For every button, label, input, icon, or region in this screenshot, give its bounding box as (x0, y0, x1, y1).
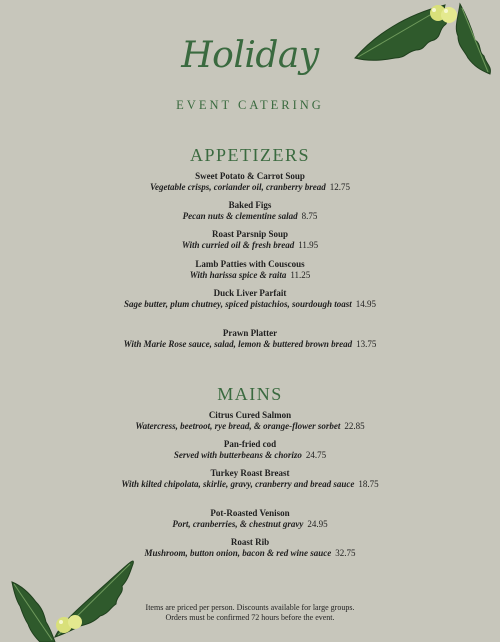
menu-item-description: Pecan nuts & clementine salad (182, 211, 298, 221)
holly-leaves-icon (0, 552, 150, 642)
menu-item (120, 537, 380, 559)
menu-item-price: 24.75 (305, 450, 327, 460)
section-heading-appetizers: APPETIZERS (189, 145, 310, 165)
menu-item (120, 508, 380, 530)
menu-item-description: Port, cranberries, & chestnut gravy (172, 519, 304, 529)
menu-item-name: Baked Figs (228, 200, 272, 210)
menu-item-name: Duck Liver Parfait (213, 288, 287, 298)
menu-item (120, 468, 380, 490)
menu-item-price: 24.95 (307, 519, 328, 529)
footer-line: Items are priced per person. Discounts available for large groups. (145, 603, 355, 612)
menu-item-price: 8.75 (301, 211, 318, 221)
menu-item-price: 11.95 (298, 240, 319, 250)
menu-item (120, 259, 380, 281)
menu-item-description: With kilted chipolata, skirlie, gravy, cranberry and bread sauce (121, 479, 355, 489)
menu-item (120, 229, 380, 251)
menu-item (120, 171, 380, 193)
menu-item (120, 200, 380, 222)
menu-item-name: Lamb Patties with Couscous (195, 259, 305, 269)
menu-item-price: 13.75 (356, 339, 377, 349)
menu-item-description: With Marie Rose sauce, salad, lemon & buttered brown bread (123, 339, 353, 349)
menu-item-name: Sweet Potato & Carrot Soup (195, 171, 305, 181)
menu-item-price: 14.95 (355, 299, 376, 309)
menu-item-description: Served with butterbeans & chorizo (173, 450, 302, 460)
menu-item-name: Pan-fried cod (223, 439, 277, 449)
footer-line: Orders must be confirmed 72 hours before the event. (165, 613, 335, 622)
section-heading-mains: MAINS (217, 384, 283, 404)
menu-item-name: Roast Rib (230, 537, 270, 547)
menu-item-price: 18.75 (358, 479, 379, 489)
menu-item (120, 328, 380, 350)
menu-item-name: Prawn Platter (222, 328, 278, 338)
menu-item-description: Watercress, beetroot, rye bread, & orange-flower sorbet (135, 421, 341, 431)
menu-item-price: 32.75 (335, 548, 356, 558)
menu-item (120, 410, 380, 432)
menu-item-price: 12.75 (329, 182, 350, 192)
menu-item-description: Sage butter, plum chutney, spiced pistachios, sourdough toast (124, 299, 352, 309)
menu-item-description: With curried oil & fresh bread (181, 240, 295, 250)
menu-item-description: With harissa spice & raita (189, 270, 287, 280)
menu-item-name: Turkey Roast Breast (210, 468, 290, 478)
menu-item-price: 22.85 (344, 421, 365, 431)
menu-item-name: Pot-Roasted Venison (210, 508, 290, 518)
menu-item-description: Vegetable crisps, coriander oil, cranberry bread (150, 182, 326, 192)
page-subtitle: EVENT CATERING (176, 98, 324, 112)
menu-item (120, 288, 380, 310)
menu-item (120, 439, 380, 461)
menu-item-name: Citrus Cured Salmon (208, 410, 292, 420)
page-title: Holiday (181, 35, 319, 76)
footer-note (120, 603, 380, 623)
menu-item-price: 11.25 (290, 270, 311, 280)
menu-item-name: Roast Parsnip Soup (211, 229, 289, 239)
menu-item-description: Mushroom, button onion, bacon & red wine sauce (144, 548, 332, 558)
